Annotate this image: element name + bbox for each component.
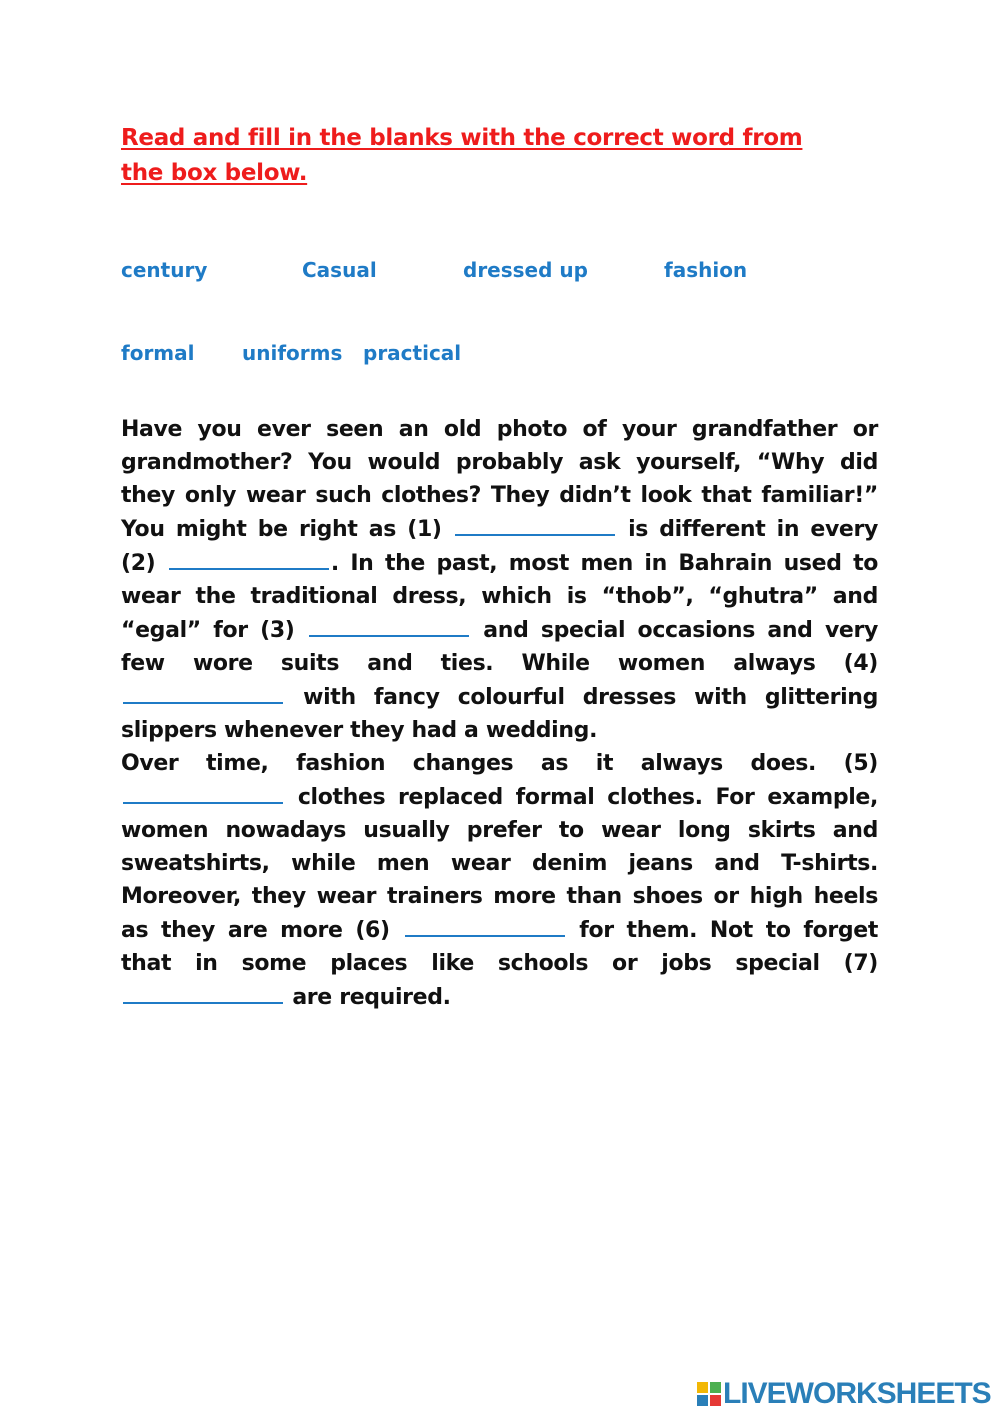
blank-number: (4)	[843, 651, 878, 676]
blank-2-input[interactable]	[169, 546, 329, 570]
blank-number: (7)	[843, 951, 878, 976]
word-option[interactable]: uniforms	[242, 341, 343, 365]
blank-6-input[interactable]	[405, 913, 565, 937]
passage-paragraph-2	[121, 747, 878, 1014]
instruction-heading: Read and fill in the blanks with the correct word from the box below.	[121, 125, 803, 186]
word-option[interactable]: formal	[121, 341, 195, 365]
blank-7-input[interactable]	[123, 980, 283, 1004]
word-option[interactable]: dressed up	[463, 258, 588, 282]
word-option[interactable]: practical	[363, 341, 462, 365]
blank-number: (2)	[121, 551, 156, 576]
passage-text: are required.	[292, 985, 451, 1010]
brand-name: LIVEWORKSHEETS	[723, 1377, 991, 1410]
blank-number: (5)	[843, 751, 879, 776]
passage-paragraph-1	[121, 413, 878, 747]
passage-text: and special occasions and very few wore suits and ties. While women always	[121, 618, 878, 676]
blank-5-input[interactable]	[123, 780, 283, 804]
blank-number: (1)	[407, 517, 442, 542]
passage-text: Over time, fashion changes as it always does.	[121, 751, 817, 776]
liveworksheets-logo-icon	[697, 1382, 721, 1406]
blank-number: (6)	[355, 918, 390, 943]
word-option[interactable]: fashion	[664, 258, 748, 282]
blank-3-input[interactable]	[309, 613, 469, 637]
blank-4-input[interactable]	[123, 680, 283, 704]
liveworksheets-logo	[697, 1376, 997, 1412]
passage-text: with fancy colourful dresses with glittering slippers whenever they had a wedding.	[121, 685, 878, 743]
passage-text: is different in every	[628, 517, 878, 542]
passage-text: for them. Not to forget that in some places like schools or jobs special	[121, 918, 879, 976]
reading-passage	[121, 413, 878, 1014]
passage-text: . In the past, most men in Bahrain used to wear the traditional dress, which is “thob”, “ghutra” and “egal” for	[121, 551, 878, 643]
passage-text: Have you ever seen an old photo of your grandfather or grandmother? You would probably ask yourself, “Why did they only wear such clothes? They didn’t look that familiar!” You might be right as	[121, 417, 878, 542]
blank-1-input[interactable]	[455, 512, 615, 536]
passage-text: clothes replaced formal clothes. For example, women nowadays usually prefer to wear long skirts and sweatshirts, while men wear denim jeans and T-shirts. Moreover, they wear trainers more than shoes or high heels as they are more	[121, 785, 878, 943]
blank-number: (3)	[260, 618, 295, 643]
word-option[interactable]: Casual	[302, 258, 377, 282]
word-option[interactable]: century	[121, 258, 208, 282]
